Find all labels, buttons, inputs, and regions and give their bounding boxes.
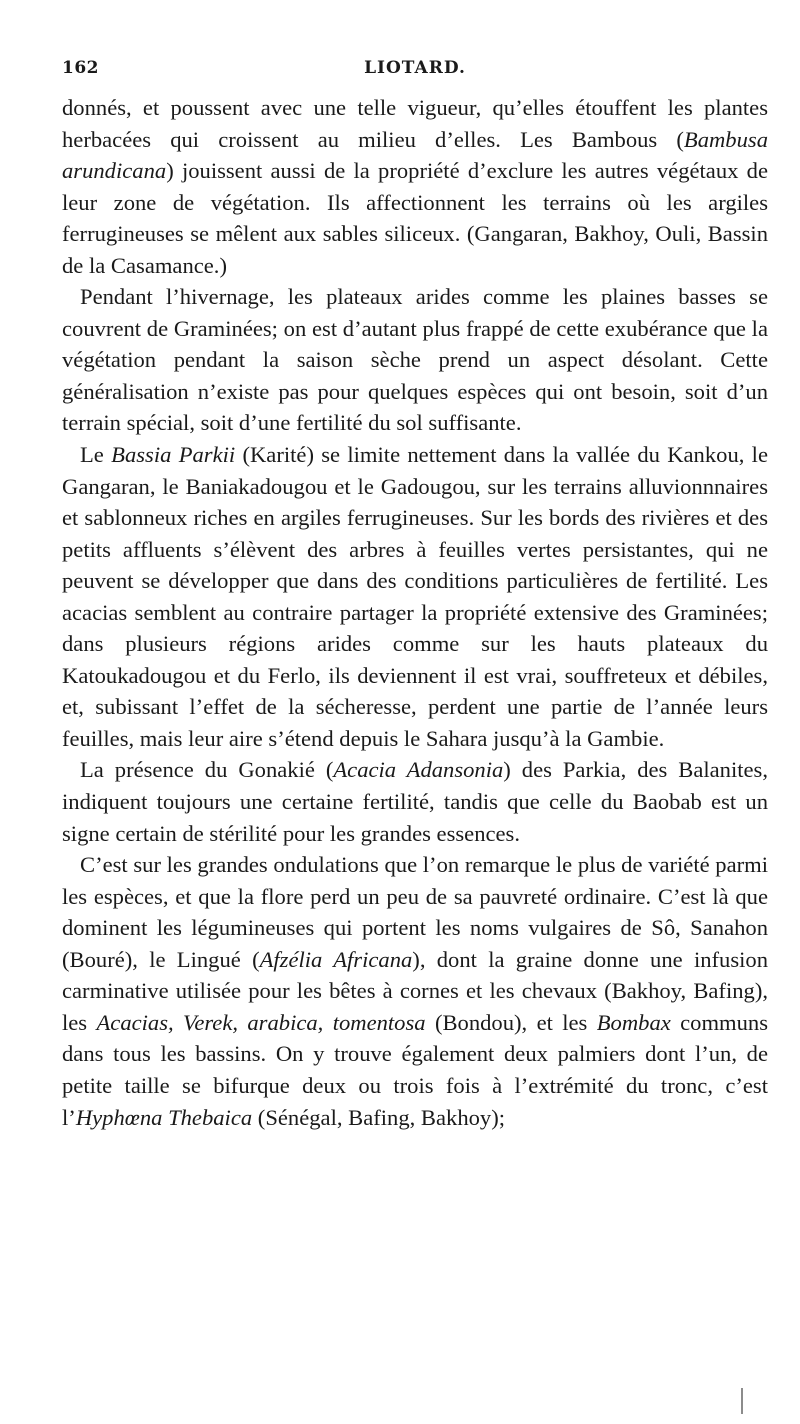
book-page [62,58,768,1133]
italic-text-segment: Hyphœna Thebaica [75,1104,253,1130]
text-segment: ) jouissent aussi de la propriété d’exclure les autres végétaux de leur zone de végétation. Ils affectionnent les terrains où les argiles ferrugineuses se mêlent aux sables siliceux. (Gangaran, Bakhoy, Ouli, Bassin de la Casamance.) [62,158,768,278]
paragraph [62,281,768,439]
text-segment: (Karité) se limite nettement dans la vallée du Kankou, le Gangaran, le Baniakadougou et le Gadougou, sur les terrains alluvionnnaires et sablonneux riches en argiles ferrugineuses. Sur les bords des rivières et des petits affluents s’élèvent des arbres à feuilles vertes persistantes, qui ne peuvent se développer que dans des conditions particulières de fertilité. Les acacias semblent au contraire partager la propriété extensive des Graminées; dans plusieurs régions arides comme sur les hauts plateaux du Katoukadougou et du Ferlo, ils deviennent il est vrai, souffreteux et débiles, et, subissant l’effet de la sécheresse, perdent une partie de l’année leurs feuilles, mais leur aire s’étend depuis le Sahara jusqu’à la Gambie. [62,442,768,751]
italic-text-segment: Afzélia Africana [259,946,413,972]
text-segment: communs dans tous les bassins. On y trouve également deux palmiers dont l’un, de petite taille se bifurque deux ou trois fois à l’extrémité du tronc, c’est l’ [62,1009,769,1130]
text-segment: La présence du Gonakié ( [80,757,334,783]
body-text [62,92,768,1133]
italic-text-segment: Bombax [596,1009,671,1035]
page-number: 162 [62,58,99,78]
paragraph [62,439,768,754]
text-segment: (Bondou), et les [425,1009,597,1035]
text-segment: Le [80,442,112,468]
text-segment: ) des Parkia, des Balanites, indiquent toujours une certaine fertilité, tandis que celle du Baobab est un signe certain de stérilité pour les grandes essences. [62,757,768,846]
text-segment: Pendant l’hivernage, les plateaux arides comme les plaines basses se couvrent de Graminées; on est d’autant plus frappé de cette exubérance que la végétation pendant la saison sèche prend un aspect désolant. Cette généralisation n’existe pas pour quelques espèces qui ont besoin, soit d’un terrain spécial, soit d’une fertilité du sol suffisante. [62,284,768,436]
running-title: LIOTARD. [364,58,466,78]
paragraph [62,754,768,849]
text-segment: C’est sur les grandes ondulations que l’on remarque le plus de variété parmi les espèces, et que la flore perd un peu de sa pauvreté ordinaire. C’est là que dominent les légumineuses qui portent les noms vulgaires de Sô, Sanahon (Bouré), le Lingué ( [62,852,768,972]
italic-text-segment: Bambusa arundicana [62,126,768,184]
italic-text-segment: Acacia Adansonia [333,757,504,783]
italic-text-segment: Acacias, Verek, arabica, tomentosa [96,1009,426,1035]
running-head [62,58,768,84]
paragraph [62,849,768,1133]
text-segment: (Sénégal, Bafing, Bakhoy); [252,1104,506,1130]
page-edge-mark [741,1388,743,1414]
text-segment: ), dont la graine donne une infusion carminative utilisée pour les bêtes à cornes et les chevaux (Bakhoy, Bafing), les [62,946,768,1035]
italic-text-segment: Bassia Parkii [111,442,236,468]
text-segment: donnés, et poussent avec une telle vigueur, qu’elles étouffent les plantes herbacées qui croissent au milieu d’elles. Les Bambous ( [62,95,768,152]
paragraph [62,92,768,281]
